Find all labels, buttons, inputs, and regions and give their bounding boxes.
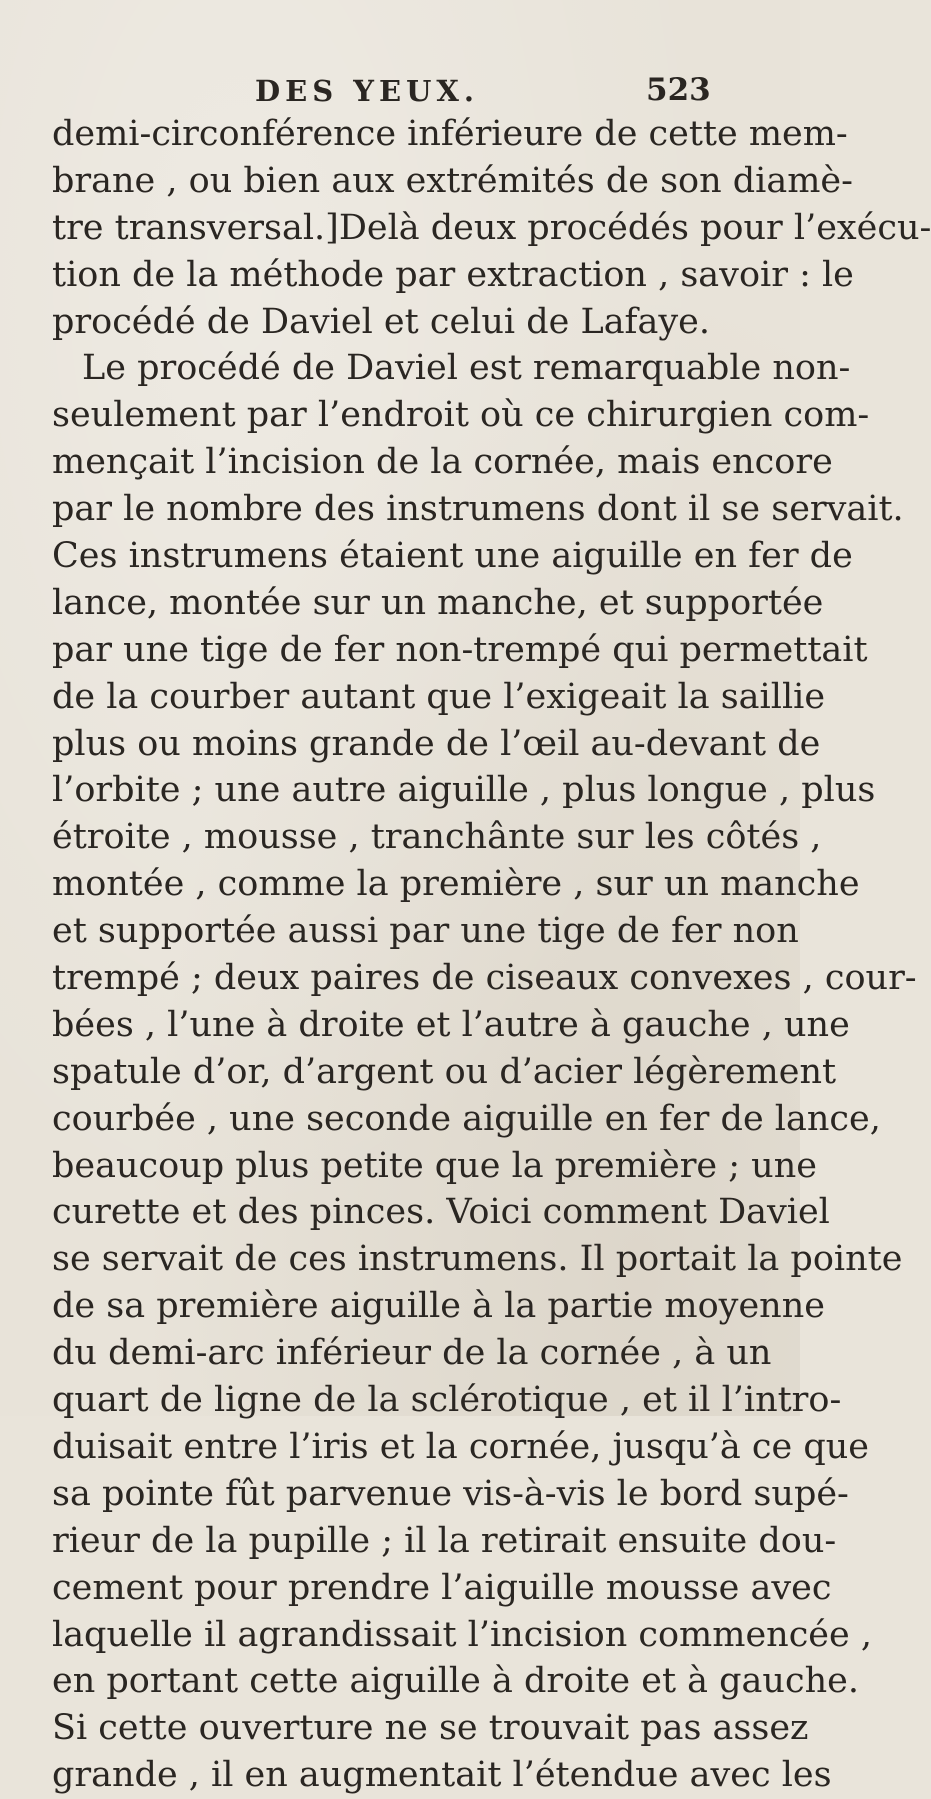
text-line: Ces instrumens étaient une aiguille en fer de [52,536,853,577]
text-line: grande , il en augmentait l’étendue avec les [52,1755,832,1796]
text-line: laquelle il agrandissait l’incision commencée , [52,1614,872,1655]
text-line: et supportée aussi par une tige de fer non [52,911,799,952]
text-line: sa pointe fût parvenue vis-à-vis le bord supé- [52,1473,849,1514]
text-line: brane , ou bien aux extrémités de son diamè- [52,160,853,201]
text-line: duisait entre l’iris et la cornée, jusqu’à ce que [52,1426,869,1467]
text-line: beaucoup plus petite que la première ; une [52,1145,817,1186]
text-line: tre transversal.]Delà deux procédés pour l’exécu- [52,207,931,248]
page-number: 523 [646,72,711,108]
text-line: par une tige de fer non-trempé qui permettait [52,629,868,670]
text-line: procédé de Daviel et celui de Lafaye. [52,301,710,342]
text-line: trempé ; deux paires de ciseaux convexes , cour- [52,958,917,999]
text-line: cement pour prendre l’aiguille mousse avec [52,1567,832,1608]
text-line: en portant cette aiguille à droite et à gauche. [52,1661,859,1702]
text-line: lance, montée sur un manche, et supportée [52,582,824,623]
text-line: Le procédé de Daviel est remarquable non- [82,348,851,389]
text-line: spatule d’or, d’argent ou d’acier légèrement [52,1051,837,1092]
text-line: plus ou moins grande de l’œil au-devant de [52,723,821,764]
text-line: se servait de ces instrumens. Il portait la pointe [52,1239,903,1280]
page-header [0,64,800,114]
text-line: Si cette ouverture ne se trouvait pas assez [52,1708,809,1749]
running-head: DES YEUX. [255,74,479,108]
text-line: de la courber autant que l’exigeait la saillie [52,676,826,717]
text-line: de sa première aiguille à la partie moyenne [52,1286,825,1327]
text-line: par le nombre des instrumens dont il se servait. [52,489,904,530]
text-line: mençait l’incision de la cornée, mais encore [52,442,833,483]
body-text [52,111,931,1799]
text-line: rieur de la pupille ; il la retirait ensuite dou- [52,1520,837,1561]
text-line: étroite , mousse , tranchânte sur les côtés , [52,817,822,858]
text-line: montée , comme la première , sur un manche [52,864,860,905]
text-line: tion de la méthode par extraction , savoir : le [52,254,854,295]
text-line: l’orbite ; une autre aiguille , plus longue , plus [52,770,876,811]
text-line: quart de ligne de la sclérotique , et il l’intro- [52,1380,842,1421]
text-line: curette et des pinces. Voici comment Daviel [52,1192,830,1233]
text-line: demi-circonférence inférieure de cette mem- [52,114,848,154]
text-line: du demi-arc inférieur de la cornée , à un [52,1333,772,1374]
text-line: bées , l’une à droite et l’autre à gauche , une [52,1004,850,1045]
text-line: seulement par l’endroit où ce chirurgien com- [52,395,870,436]
text-line: courbée , une seconde aiguille en fer de lance, [52,1098,881,1139]
